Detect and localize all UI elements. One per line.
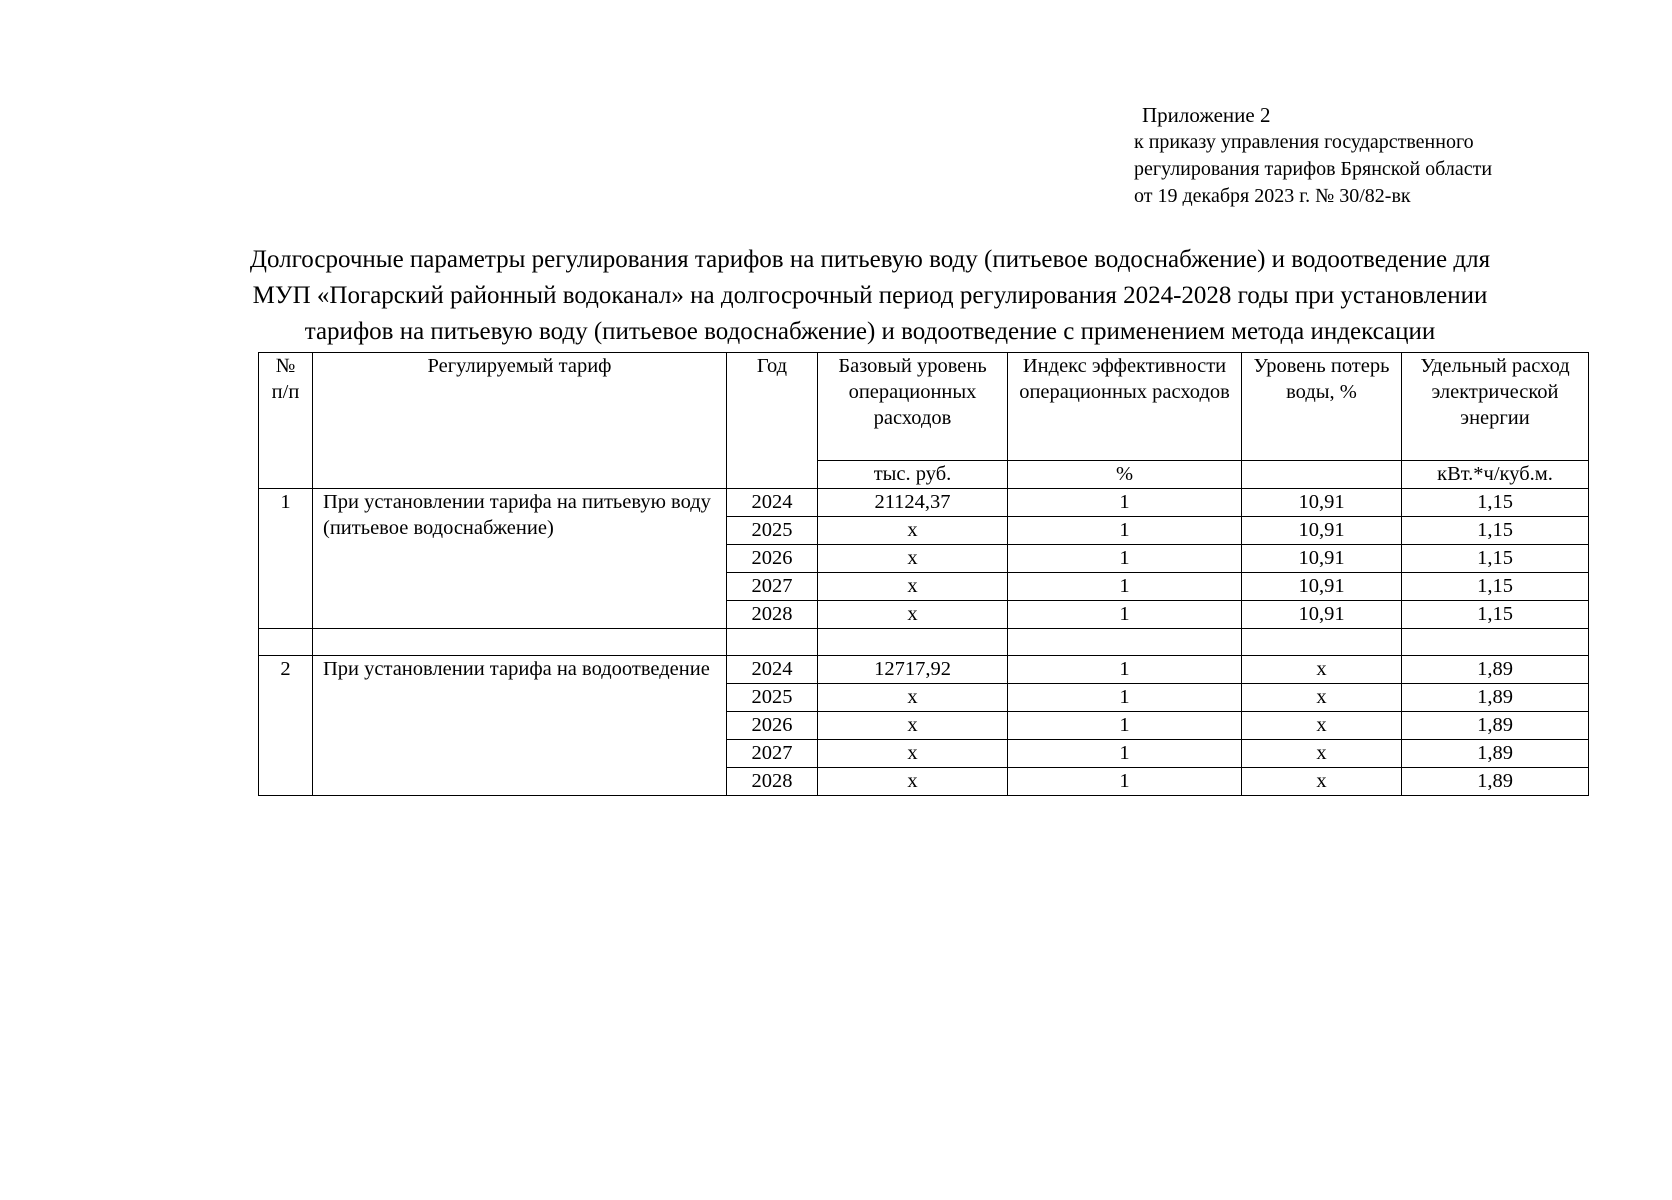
- cell-year: 2028: [727, 768, 818, 796]
- cell-energy-consumption: 1,89: [1402, 740, 1589, 768]
- cell-energy-consumption: 1,15: [1402, 545, 1589, 573]
- tariff-parameters-table: [258, 352, 1589, 796]
- cell-year: 2024: [727, 489, 818, 517]
- header-water-loss: Уровень потерь воды, %: [1242, 353, 1402, 461]
- document-title: [150, 242, 1590, 350]
- cell-water-loss: 10,91: [1242, 517, 1402, 545]
- cell-efficiency-index: 1: [1008, 601, 1242, 629]
- cell-year: 2026: [727, 545, 818, 573]
- cell-water-loss: 10,91: [1242, 489, 1402, 517]
- empty-cell: [1008, 629, 1242, 656]
- cell-efficiency-index: 1: [1008, 573, 1242, 601]
- cell-year: 2024: [727, 656, 818, 684]
- table-spacer-row: [259, 629, 1589, 656]
- table-header-row: [259, 353, 1589, 461]
- document-title-line: МУП «Погарский районный водоканал» на долгосрочный период регулирования 2024-2028 годы при установлении: [252, 282, 1488, 309]
- cell-base-opex: х: [818, 601, 1008, 629]
- cell-water-loss: 10,91: [1242, 601, 1402, 629]
- cell-year: 2027: [727, 573, 818, 601]
- cell-efficiency-index: 1: [1008, 712, 1242, 740]
- cell-year: 2028: [727, 601, 818, 629]
- cell-number: 2: [259, 656, 313, 796]
- cell-efficiency-index: 1: [1008, 489, 1242, 517]
- appendix-line: к приказу управления государственного: [1134, 131, 1474, 153]
- cell-base-opex: х: [818, 740, 1008, 768]
- header-number: № п/п: [259, 353, 313, 489]
- cell-base-opex: х: [818, 545, 1008, 573]
- cell-energy-consumption: 1,89: [1402, 768, 1589, 796]
- document-title-line: Долгосрочные параметры регулирования тарифов на питьевую воду (питьевое водоснабжение) и водоотведение для: [249, 246, 1491, 273]
- empty-cell: [313, 629, 727, 656]
- cell-energy-consumption: 1,15: [1402, 573, 1589, 601]
- cell-energy-consumption: 1,15: [1402, 601, 1589, 629]
- cell-water-loss: х: [1242, 740, 1402, 768]
- cell-water-loss: 10,91: [1242, 545, 1402, 573]
- cell-water-loss: х: [1242, 712, 1402, 740]
- cell-base-opex: х: [818, 768, 1008, 796]
- cell-efficiency-index: 1: [1008, 768, 1242, 796]
- table-row: [259, 489, 1589, 517]
- cell-energy-consumption: 1,15: [1402, 517, 1589, 545]
- cell-number: 1: [259, 489, 313, 629]
- appendix-title: Приложение 2: [1142, 103, 1271, 127]
- cell-base-opex: 12717,92: [818, 656, 1008, 684]
- cell-efficiency-index: 1: [1008, 740, 1242, 768]
- appendix-block: [1134, 102, 1492, 210]
- cell-year: 2026: [727, 712, 818, 740]
- cell-water-loss: 10,91: [1242, 573, 1402, 601]
- cell-year: 2025: [727, 517, 818, 545]
- document-title-line: тарифов на питьевую воду (питьевое водоснабжение) и водоотведение с применением метода индексации: [304, 318, 1436, 345]
- empty-cell: [727, 629, 818, 656]
- cell-base-opex: х: [818, 712, 1008, 740]
- cell-year: 2027: [727, 740, 818, 768]
- cell-base-opex: х: [818, 517, 1008, 545]
- cell-base-opex: х: [818, 684, 1008, 712]
- header-base-opex: Базовый уровень операционных расходов: [818, 353, 1008, 461]
- empty-cell: [1242, 629, 1402, 656]
- cell-water-loss: х: [1242, 768, 1402, 796]
- table-row: [259, 656, 1589, 684]
- cell-energy-consumption: 1,89: [1402, 656, 1589, 684]
- header-tariff: Регулируемый тариф: [313, 353, 727, 489]
- unit-efficiency-index: %: [1008, 461, 1242, 489]
- unit-water-loss: [1242, 461, 1402, 489]
- cell-energy-consumption: 1,89: [1402, 712, 1589, 740]
- cell-energy-consumption: 1,89: [1402, 684, 1589, 712]
- cell-efficiency-index: 1: [1008, 656, 1242, 684]
- cell-energy-consumption: 1,15: [1402, 489, 1589, 517]
- unit-energy-consumption: кВт.*ч/куб.м.: [1402, 461, 1589, 489]
- cell-efficiency-index: 1: [1008, 517, 1242, 545]
- cell-tariff-name: При установлении тарифа на водоотведение: [313, 656, 727, 796]
- cell-water-loss: х: [1242, 684, 1402, 712]
- cell-tariff-name: При установлении тарифа на питьевую воду (питьевое водоснабжение): [313, 489, 727, 629]
- appendix-line: регулирования тарифов Брянской области: [1134, 158, 1493, 180]
- header-year: Год: [727, 353, 818, 489]
- empty-cell: [259, 629, 313, 656]
- empty-cell: [818, 629, 1008, 656]
- cell-year: 2025: [727, 684, 818, 712]
- cell-base-opex: х: [818, 573, 1008, 601]
- appendix-line: от 19 декабря 2023 г. № 30/82-вк: [1134, 185, 1411, 207]
- unit-base-opex: тыс. руб.: [818, 461, 1008, 489]
- empty-cell: [1402, 629, 1589, 656]
- cell-efficiency-index: 1: [1008, 545, 1242, 573]
- header-efficiency-index: Индекс эффективности операционных расходов: [1008, 353, 1242, 461]
- cell-water-loss: х: [1242, 656, 1402, 684]
- cell-base-opex: 21124,37: [818, 489, 1008, 517]
- cell-efficiency-index: 1: [1008, 684, 1242, 712]
- header-energy-consumption: Удельный расход электрической энергии: [1402, 353, 1589, 461]
